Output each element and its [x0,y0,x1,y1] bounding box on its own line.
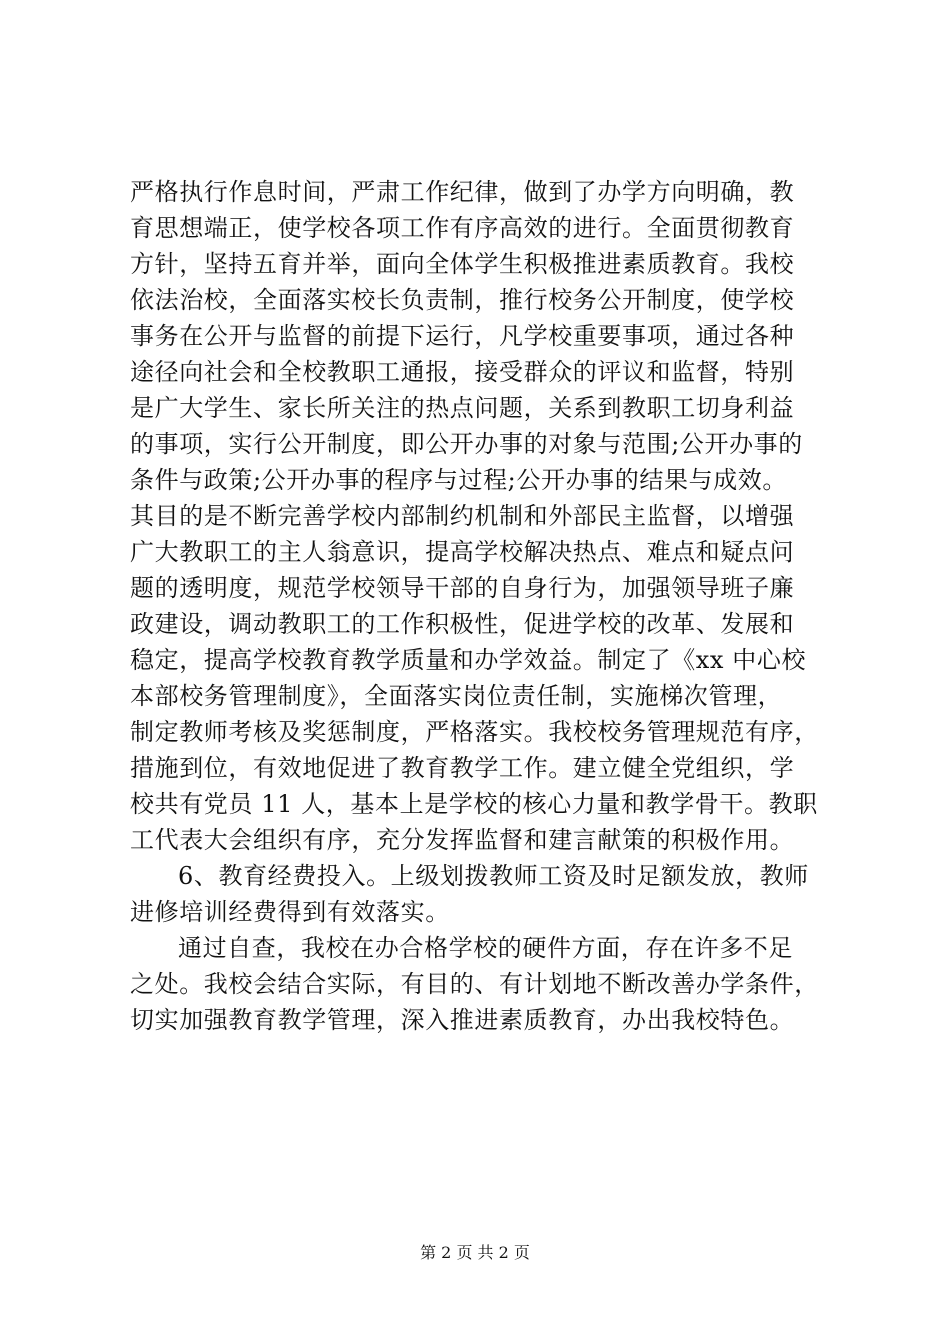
text-line: 本部校务管理制度》，全面落实岗位责任制，实施梯次管理， [130,682,783,710]
text-line: 严格执行作息时间，严肃工作纪律，做到了办学方向明确，教 [130,178,795,206]
text-line: 校共有党员 11 人，基本上是学校的核心力量和教学骨干。教职 [130,790,818,818]
text-line: 进修培训经费得到有效落实。 [130,898,450,926]
text-line: 题的透明度，规范学校领导干部的自身行为，加强领导班子廉 [130,574,795,602]
text-line: 6、教育经费投入。上级划拨教师工资及时足额发放，教师 [178,862,809,890]
text-line: 制定教师考核及奖惩制度，严格落实。我校校务管理规范有序， [130,718,819,746]
text-line: 的事项，实行公开制度，即公开办事的对象与范围;公开办事的 [130,430,803,458]
text-line: 广大教职工的主人翁意识，提高学校解决热点、难点和疑点问 [130,538,795,566]
document-body [130,174,830,1038]
paragraph-1 [130,174,830,858]
paragraph-2 [130,858,830,930]
paragraph-3 [130,930,830,1038]
text-line: 依法治校，全面落实校长负责制，推行校务公开制度，使学校 [130,286,795,314]
text-line: 政建设，调动教职工的工作积极性，促进学校的改革、发展和 [130,610,795,638]
text-line: 切实加强教育教学管理，深入推进素质教育，办出我校特色。 [130,1006,795,1034]
text-line: 育思想端正，使学校各项工作有序高效的进行。全面贯彻教育 [130,214,795,242]
page-number-footer: 第 2 页 共 2 页 [420,1243,530,1262]
text-line: 事务在公开与监督的前提下运行，凡学校重要事项，通过各种 [130,322,795,350]
text-line: 稳定，提高学校教育教学质量和办学效益。制定了《xx 中心校 [130,646,807,674]
text-line: 其目的是不断完善学校内部制约机制和外部民主监督，以增强 [130,502,795,530]
text-line: 条件与政策;公开办事的程序与过程;公开办事的结果与成效。 [130,466,787,494]
text-line: 方针，坚持五育并举，面向全体学生积极推进素质教育。我校 [130,250,795,278]
text-line: 措施到位，有效地促进了教育教学工作。建立健全党组织，学 [130,754,795,782]
text-line: 工代表大会组织有序，充分发挥监督和建言献策的积极作用。 [130,826,795,854]
text-line: 是广大学生、家长所关注的热点问题，关系到教职工切身利益 [130,394,795,422]
text-line: 通过自查，我校在办合格学校的硬件方面，存在许多不足 [178,934,793,962]
text-line: 途径向社会和全校教职工通报，接受群众的评议和监督，特别 [130,358,795,386]
text-line: 之处。我校会结合实际，有目的、有计划地不断改善办学条件， [130,970,819,998]
